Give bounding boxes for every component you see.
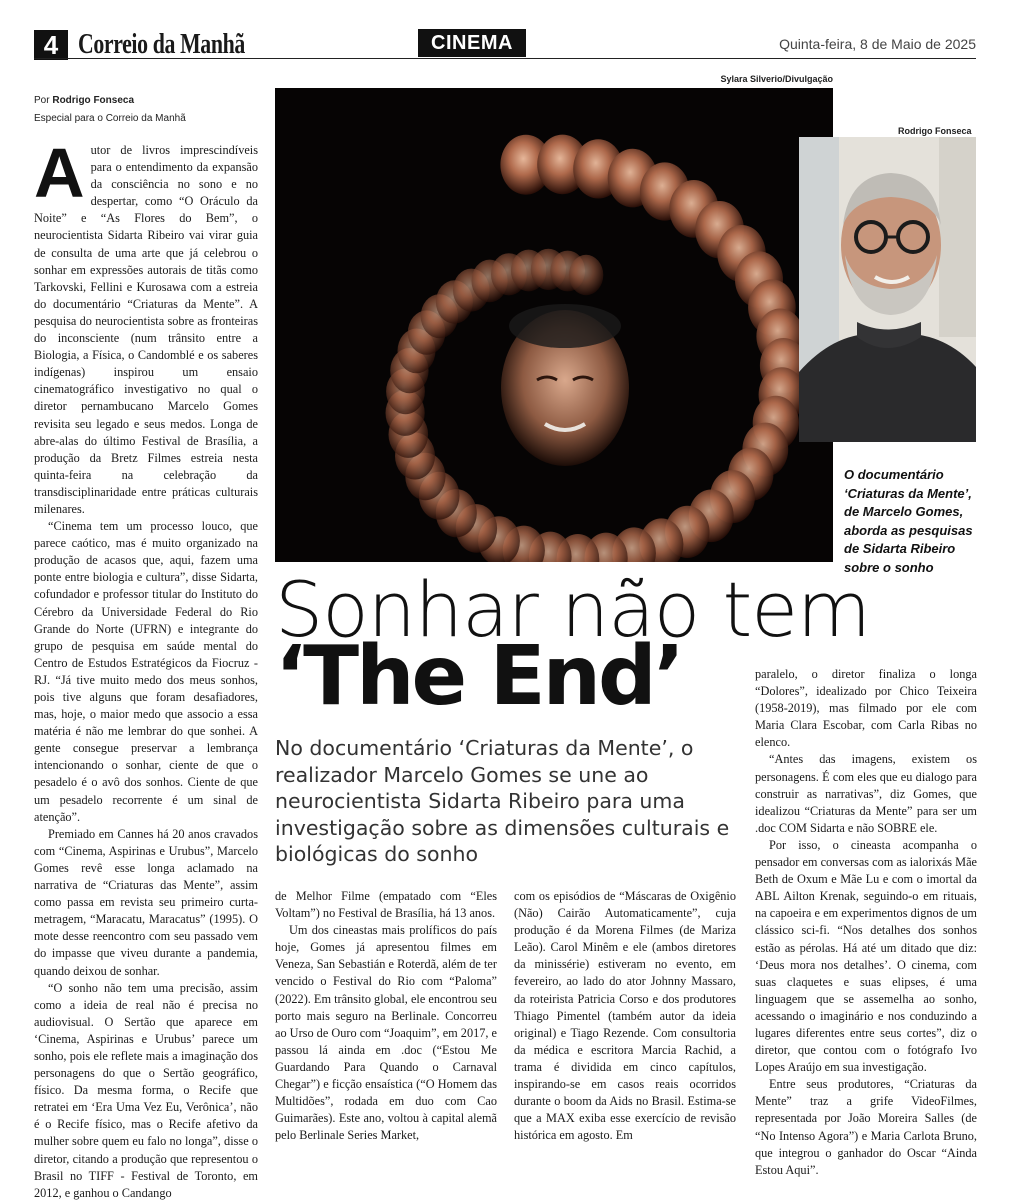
paragraph: Um dos cineastas mais prolíficos do país hoje, Gomes já apresentou filmes em Veneza, San Sebastián e Roterdã, além de ter vencido o Festival do Rio com “Paloma” (2022). Em trânsito global, ele encontrou seu porto mais seguro na Berlinale. Concorreu ao Urso de Ouro com “Joaquim”, em 2017, e passou lá ainda em .doc (“Estou Me Guardando Para Quando o Carnaval Chegar”) e ficção ensaística (“O Homem das Multidões”, rodada em duo com Cao Guimarães). Este ano, voltou à capital alemã pelo Berlinale Series Market,: [275, 923, 497, 1143]
article-column-3: [514, 888, 736, 1144]
paragraph: Premiado em Cannes há 20 anos cravados com “Cinema, Aspirinas e Urubus”, Marcelo Gomes revê esse longa aclamado na narrativa de “Criaturas das Mente”, assim como passa em revista seu primeiro curta-metragem, “Maracatu, Maracatus” (1995). O mote desse reencontro com seu passado vem do impasse que viveu durante a pandemia, quando deixou de sonhar.: [34, 826, 258, 978]
byline: [34, 92, 186, 128]
issue-date: Quinta-feira, 8 de Maio de 2025: [779, 36, 976, 52]
headline-line-2: ‘The End’: [275, 629, 682, 724]
spiral-faces-image: [275, 88, 833, 562]
paragraph: “Antes das imagens, existem os personagens. É com eles que eu dialogo para construir as narrativas”, diz Gomes, que idealizou “Criaturas da Mente” para ser um .doc COM Sidarta e não SOBRE ele.: [755, 752, 977, 835]
paragraph: Por isso, o cineasta acompanha o pensador em conversas com as ialorixás Mãe Beth de Oxum e Mãe Lu e com o imortal da ABL Ailton Krenak, seguindo-o em rituais, na capoeira e em experimentos dignos de um clássico sci-fi. “Nos detalhes dos sonhos estão as pérolas. Há até um ditado que diz: ‘Deus mora nos detalhes’. O cinema, com suas claquetes e suas elipses, é uma linguagem que se assemelha ao sonho, acessando o imaginário e nos conduzindo a lugares diferentes entre seus cortes”, diz o diretor, que contou com o fotógrafo Ivo Lopes Araújo em sua investigação.: [755, 837, 977, 1075]
headline-line-1: Sonhar não tem: [275, 565, 871, 654]
paragraph: com os episódios de “Máscaras de Oxigênio (Não) Cairão Automaticamente”, cuja produção é da Morena Filmes (de Mariza Leão). Carol Minêm e ele (ambos diretores da minissérie) estiveram no evento, em fevereiro, ao lado do ator Johnny Massaro, da roteirista Patricia Corso e dos produtores Thiago Pimentel (também autor da ideia original) e Tiago Rezende. Com consultoria da médica e escritora Marcia Rachid, a trama é dividida em cinco capítulos, inspirando-se em casos reais ocorridos durante o boom da Aids no Brasil. Estima-se que a MAX exiba esse exercício de revisão histórica em agosto. Em: [514, 889, 736, 1143]
byline-author: Rodrigo Fonseca: [52, 95, 135, 106]
paragraph: de Melhor Filme (empatado com “Eles Voltam”) no Festival de Brasília, há 13 anos.: [275, 889, 497, 921]
article-column-4: [755, 666, 977, 1179]
drop-cap: A: [34, 134, 85, 212]
portrait-image: [799, 137, 976, 442]
byline-prefix: Por: [34, 95, 50, 106]
section-label: CINEMA: [418, 29, 526, 57]
deck-subtitle: No documentário ‘Criaturas da Mente’, o realizador Marcelo Gomes se une ao neurocientista Sidarta Ribeiro para uma investigação sobre as dimensões culturais e biológicas do sonho: [275, 736, 730, 866]
paragraph: utor de livros imprescindíveis para o entendimento da expansão da consciência no sono e no despertar, como “O Oráculo da Noite” e “As Flores do Bem”, o neurocientista Sidarta Ribeiro vai virar guia de consulta de uma arte que já celebrou o sonhar em expressões autorais de titãs como Tarkovski, Fellini e Kurosawa com a estreia do documentário “Criaturas da Mente”. A pesquisa do neurocientista sobre as fronteiras do inconsciente (num trânsito entre a Biologia, a Física, o Candomblé e os saberes indígenas) inspirou um ensaio cinematográfico investigativo no qual o diretor pernambucano Marcelo Gomes revisita seu legado e seus medos. Longa de abre-alas do último Festival de Brasília, a produção da Bretz Filmes estreia nesta quinta-feira na celebração da transdisciplinaridade entre práticas culturais milenares.: [34, 143, 258, 516]
paragraph: paralelo, o diretor finaliza o longa “Dolores”, idealizado por Chico Teixeira (1958-2019), mas filmado por ele com Maria Clara Escobar, com Carla Ribas no elenco.: [755, 667, 977, 750]
photo-credit: Sylara Silverio/Divulgação: [720, 74, 833, 84]
page-number: 4: [34, 30, 68, 60]
inset-portrait: [799, 137, 976, 442]
paragraph: “O sonho não tem uma precisão, assim como a ideia de real não é precisa no audiovisual. O Sertão que aparece em ‘Cinema, Aspirinas e Urubus’ parece um sonho, pois ele reflete mais a imaginação dos personagens do que o Sertão geográfico, físico. Da mesma forma, o Recife que retratei em ‘Era Uma Vez Eu, Verônica’, não é o Recife físico, mas o Recife afetivo da mulher sobre quem eu falo no longa”, disse o diretor, citando a produção que representou o Brasil no TIFF - Festival de Toronto, em 2012, e ganhou o Candango: [34, 980, 258, 1200]
main-photo: [275, 88, 833, 562]
article-column-1: [34, 134, 258, 1202]
byline-role: Especial para o Correio da Manhã: [34, 113, 186, 124]
newspaper-name: Correio da Manhã: [78, 29, 245, 60]
inset-photo-credit: Rodrigo Fonseca: [898, 126, 972, 136]
header-rule: [34, 58, 976, 59]
paragraph: Entre seus produtores, “Criaturas da Mente” traz a grife VideoFilmes, representada por João Moreira Salles (de “No Intenso Agora”) e Maria Carlota Bruno, que integrou o ganhador do Oscar “Ainda Estou Aqui”.: [755, 1077, 977, 1177]
spiral-face: [569, 255, 603, 295]
article-column-2: [275, 888, 497, 1144]
photo-caption: O documentário ‘Criaturas da Mente’, de Marcelo Gomes, aborda as pesquisas de Sidarta Ribeiro sobre o sonho: [844, 467, 973, 575]
paragraph: “Cinema tem um processo louco, que parece caótico, mas é muito organizado na produção de acasos que, aqui, fazem uma ponte entre biologia e cultura”, disse Sidarta, cofundador e professor titular do Instituto do Cérebro da Universidade Federal do Rio Grande do Norte (UFRN) e integrante do grupo de pesquisa em saúde mental do Centro de Estudos Estratégicos da Fiocruz - RJ. “Já tive muito medo dos meus sonhos, pois tive alguns que foram desafiadores, mas, hoje, o maior medo que associo a essa matéria é não me lembrar do que sonhei. A gente consegue preservar a lembrança intencionando o sonhar, ciente de que o pesadelo é o avô dos sonhos. Ciente de que um pesadelo recorrente é um sinal de atenção”.: [34, 519, 258, 824]
